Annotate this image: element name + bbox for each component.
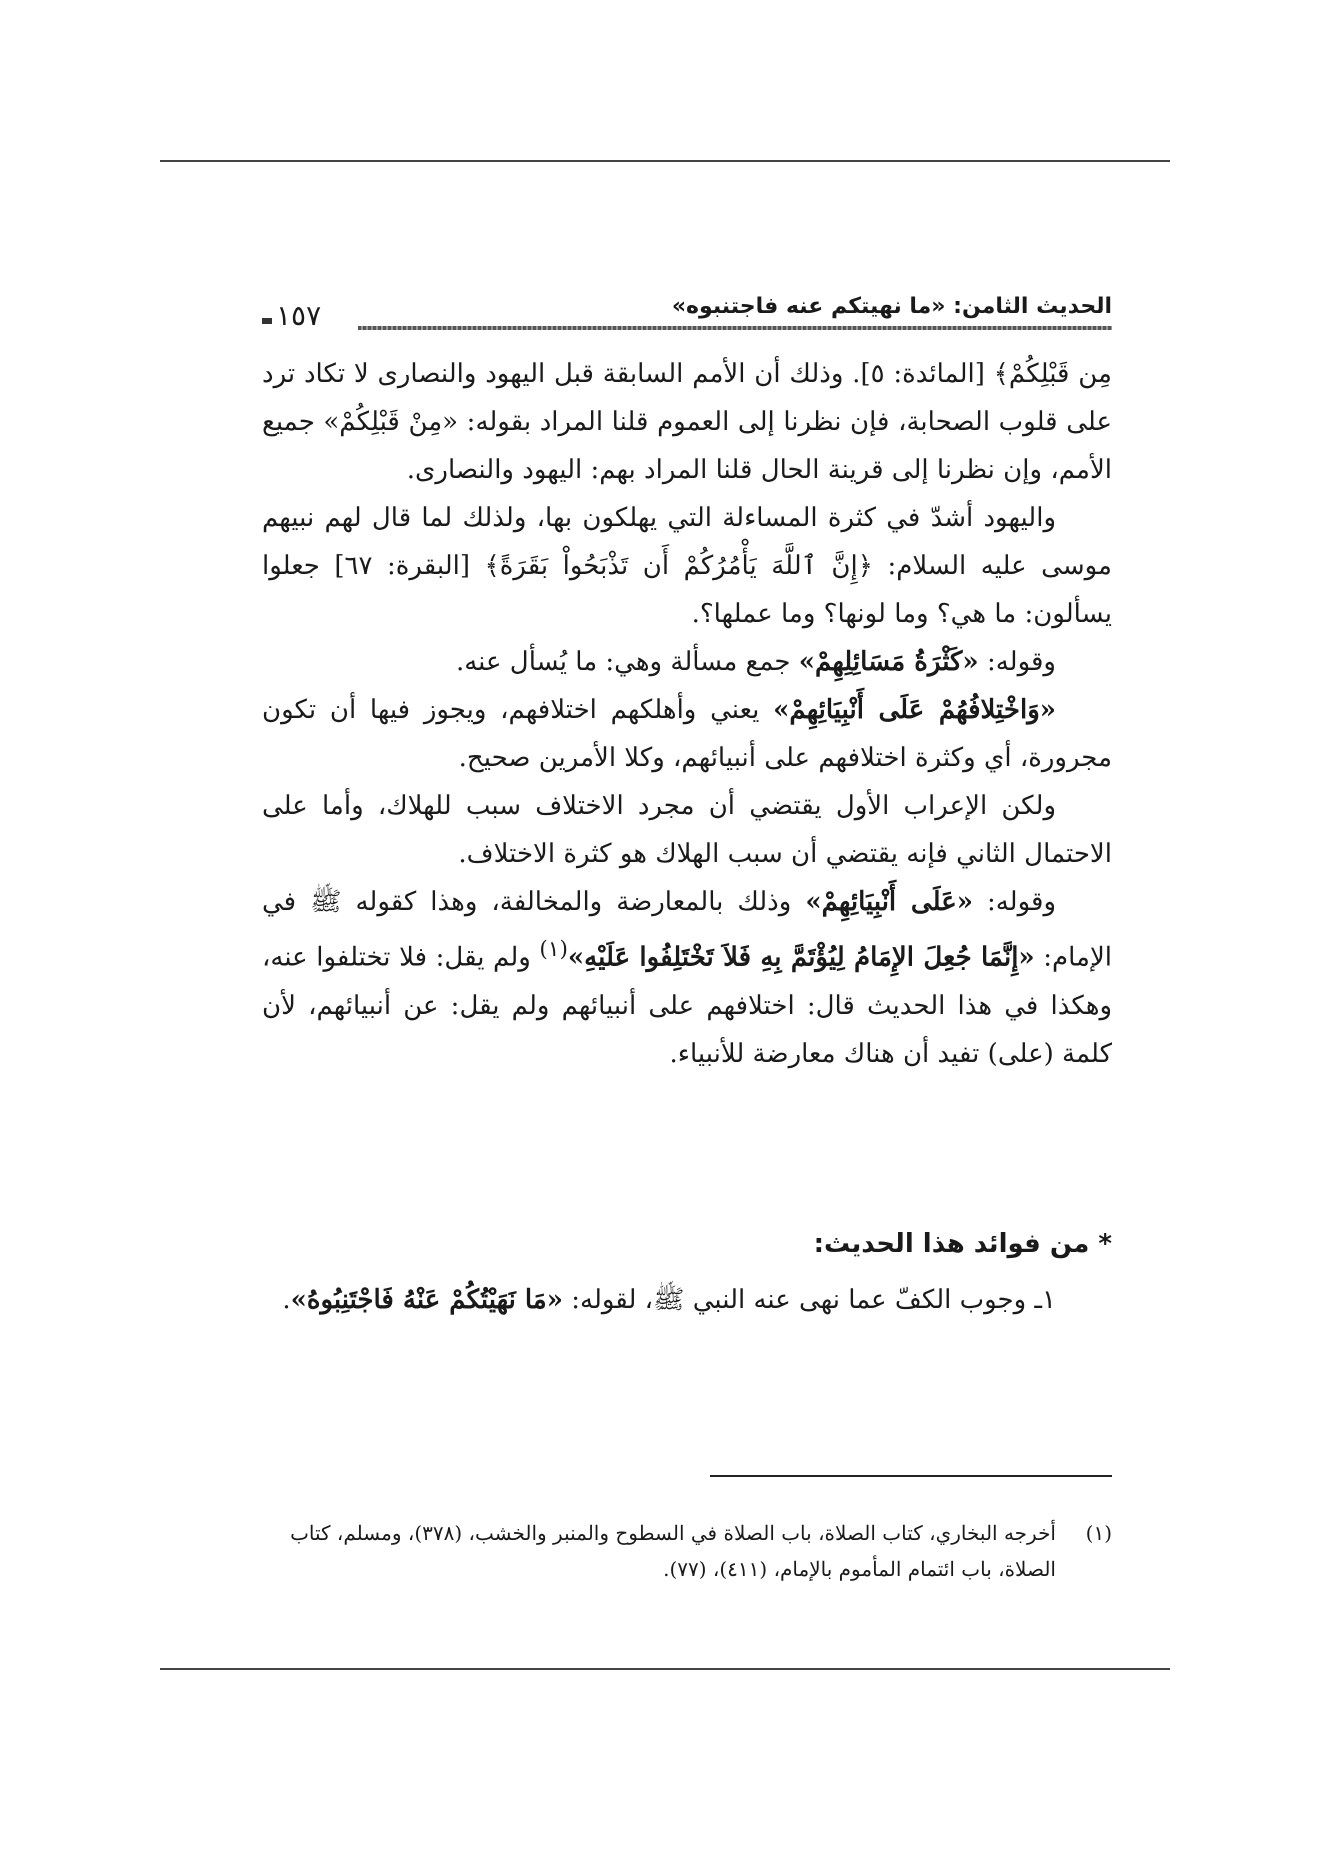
paragraph-3-rest: جمع مسألة وهي: ما يُسأل عنه.: [455, 647, 799, 677]
paragraph-2: واليهود أشدّ في كثرة المساءلة التي يهلكون بها، ولذلك لما قال لهم نبيهم موسى عليه السلام: ﴿إِنَّ ٱللَّهَ يَأْمُرُكُمْ أَن تَذْبَحُواْ بَقَرَةً﴾ [البقرة: ٦٧] جعلوا يسألون: ما هي؟ وما لونها؟ وما عملها؟.: [262, 503, 1112, 629]
paragraph-6-rest: ولم يقل: فلا تختلفوا عنه، وهكذا في هذا الحديث قال: اختلافهم على أنبيائهم ولم يقل: عن أنبيائهم، لأن كلمة (على) تفيد أن هناك معارضة للأنبياء.: [262, 942, 1112, 1069]
paragraph-4: [262, 686, 1112, 782]
paragraph-3: [262, 638, 1112, 686]
hadith-quote: «كَثْرَةُ مَسَائِلِهِمْ»: [798, 647, 979, 677]
benefits-heading: * من فوائد هذا الحديث:: [813, 1229, 1112, 1259]
benefit-item-1: [262, 1275, 1112, 1325]
hadith-quote: «مَا نَهَيْتُكُمْ عَنْهُ فَاجْتَنِبُوهُ»: [290, 1285, 563, 1315]
paragraph-6: [262, 878, 1112, 1078]
footnote-separator: [710, 1475, 1112, 1477]
scan-bottom-border: [160, 1668, 1170, 1670]
hadith-quote: «عَلَى أَنْبِيَائِهِمْ»: [805, 887, 973, 917]
main-text: [262, 350, 1112, 1078]
paragraph-5: ولكن الإعراب الأول يقتضي أن مجرد الاختلاف سبب للهلاك، وأما على الاحتمال الثاني فإنه يقتضي أن سبب الهلاك هو كثرة الاختلاف.: [262, 791, 1112, 869]
footnote-number: (١): [1085, 1521, 1112, 1545]
footnote-marker: (١): [539, 937, 568, 962]
footnote: [262, 1515, 1112, 1587]
page-number: ١٥٧: [262, 302, 321, 330]
footnote-text: أخرجه البخاري، كتاب الصلاة، باب الصلاة في السطوح والمنبر والخشب، (٣٧٨)، ومسلم، كتاب الصلاة، باب ائتمام المأموم بالإمام، (٤١١)، (٧٧).: [290, 1521, 1056, 1581]
hadith-quote: «وَاخْتِلافُهُمْ عَلَى أَنْبِيَائِهِمْ»: [773, 695, 1057, 725]
paragraph-3-lead: وقوله:: [978, 647, 1056, 677]
hadith-quote: «إِنَّمَا جُعِلَ الإِمَامُ لِيُؤْتَمَّ بِهِ فَلاَ تَخْتَلِفُوا عَلَيْهِ»: [567, 942, 1035, 973]
running-title: الحديث الثامن: «ما نهيتكم عنه فاجتنبوه»: [671, 294, 1112, 319]
scan-top-border: [160, 160, 1170, 162]
benefit-item-1-lead: ١ـ وجوب الكفّ عما نهى عنه النبي ﷺ، لقوله:: [562, 1285, 1056, 1315]
paragraph-6-mid: وذلك بالمعارضة والمخالفة، وهذا كقوله ﷺ في الإمام:: [262, 887, 1112, 973]
running-header: [262, 294, 1112, 332]
paragraph-6-lead: وقوله:: [972, 887, 1057, 917]
paragraph-4-rest: يعني وأهلكهم اختلافهم، ويجوز فيها أن تكون مجرورة، أي وكثرة اختلافهم على أنبيائهم، وكلا الأمرين صحيح.: [262, 695, 1112, 773]
benefit-item-1-end: .: [282, 1285, 291, 1315]
paragraph-1: مِن قَبْلِكُمْ﴾ [المائدة: ٥]. وذلك أن الأمم السابقة قبل اليهود والنصارى لا تكاد ترد على قلوب الصحابة، فإن نظرنا إلى العموم قلنا المراد بقوله: «مِنْ قَبْلِكُمْ» جميع الأمم، وإن نظرنا إلى قرينة الحال قلنا المراد بهم: اليهود والنصارى.: [262, 359, 1112, 485]
header-rule: [358, 326, 1112, 330]
